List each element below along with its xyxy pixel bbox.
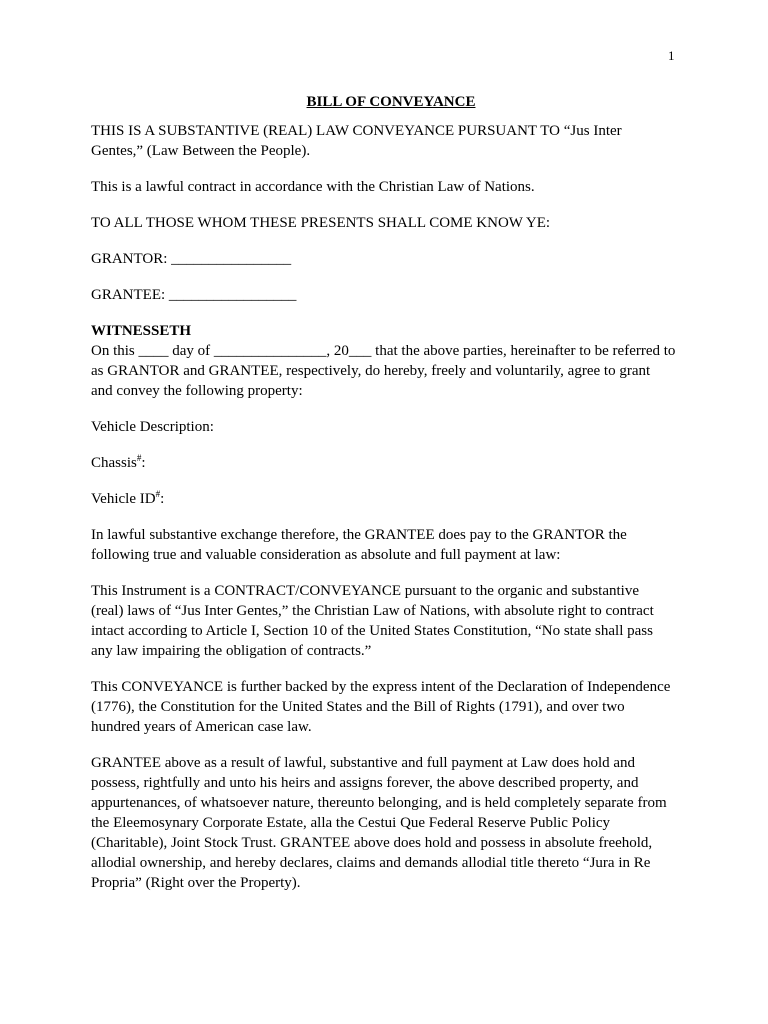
document-body — [91, 92, 691, 909]
exchange-paragraph — [91, 525, 691, 565]
grantee-para-line-2: possess, rightfully and unto his heirs and assigns forever, the above described property, and — [91, 775, 639, 791]
intro-line-1: THIS IS A SUBSTANTIVE (REAL) LAW CONVEYANCE PURSUANT TO “Jus Inter — [91, 123, 622, 139]
grantee-para-line-6: allodial ownership, and hereby declares, claims and demands allodial title thereto “Jura in Re — [91, 855, 651, 871]
intro-paragraph — [91, 121, 691, 161]
witnesseth-line-3: and convey the following property: — [91, 383, 303, 399]
instrument-line-4: any law impairing the obligation of contracts.” — [91, 643, 372, 659]
document-title: BILL OF CONVEYANCE — [306, 94, 476, 110]
witnesseth-line-1: On this ____ day of _______________, 20___ that the above parties, hereinafter to be referred to — [91, 343, 676, 359]
exchange-line-1: In lawful substantive exchange therefore, the GRANTEE does pay to the GRANTOR the — [91, 527, 627, 543]
instrument-line-3: intact according to Article I, Section 10 of the United States Constitution, “No state shall pass — [91, 623, 653, 639]
grantee-para-line-4: the Eleemosynary Corporate Estate, alla the Cestui Que Federal Reserve Public Policy — [91, 815, 611, 831]
chassis-label: Chassis — [91, 455, 137, 471]
instrument-paragraph — [91, 581, 691, 661]
exchange-line-2: following true and valuable consideration as absolute and full payment at law: — [91, 547, 561, 563]
grantee-line: GRANTEE: _________________ — [91, 287, 297, 303]
chassis-colon: : — [141, 455, 146, 471]
witnesseth-paragraph — [91, 341, 691, 401]
chassis-superscript: # — [136, 453, 142, 463]
vehicle-description-label: Vehicle Description: — [91, 419, 214, 435]
instrument-line-2: (real) laws of “Jus Inter Gentes,” the Christian Law of Nations, with absolute right to contract — [91, 603, 654, 619]
grantee-para-line-3: appurtenances, of whatsoever nature, thereunto belonging, and is held completely separate from — [91, 795, 667, 811]
vehicle-id-line — [91, 489, 691, 509]
backed-line-3: hundred years of American case law. — [91, 719, 312, 735]
backed-line-2: (1776), the Constitution for the United States and the Bill of Rights (1791), and over two — [91, 699, 625, 715]
grantee-para-line-5: (Charitable), Joint Stock Trust. GRANTEE above does hold and possess in absolute freehold, — [91, 835, 653, 851]
backed-line-1: This CONVEYANCE is further backed by the express intent of the Declaration of Independence — [91, 679, 671, 695]
grantee-paragraph — [91, 753, 691, 893]
lawful-contract-paragraph: This is a lawful contract in accordance with the Christian Law of Nations. — [91, 179, 535, 195]
page-number: 1 — [668, 48, 675, 63]
instrument-line-1: This Instrument is a CONTRACT/CONVEYANCE pursuant to the organic and substantive — [91, 583, 639, 599]
grantee-para-line-1: GRANTEE above as a result of lawful, substantive and full payment at Law does hold and — [91, 755, 636, 771]
intro-line-2: Gentes,” (Law Between the People). — [91, 143, 311, 159]
vehicle-id-colon: : — [160, 491, 165, 507]
witnesseth-line-2: as GRANTOR and GRANTEE, respectively, do hereby, freely and voluntarily, agree to grant — [91, 363, 651, 379]
witnesseth-heading: WITNESSETH — [91, 323, 192, 339]
vehicle-id-label: Vehicle ID — [91, 491, 156, 507]
backed-paragraph — [91, 677, 691, 737]
greeting-paragraph: TO ALL THOSE WHOM THESE PRESENTS SHALL COME KNOW YE: — [91, 215, 551, 231]
grantor-line: GRANTOR: ________________ — [91, 251, 292, 267]
chassis-line — [91, 453, 691, 473]
vehicle-id-superscript: # — [155, 489, 161, 499]
grantee-para-line-7: Propria” (Right over the Property). — [91, 875, 301, 891]
